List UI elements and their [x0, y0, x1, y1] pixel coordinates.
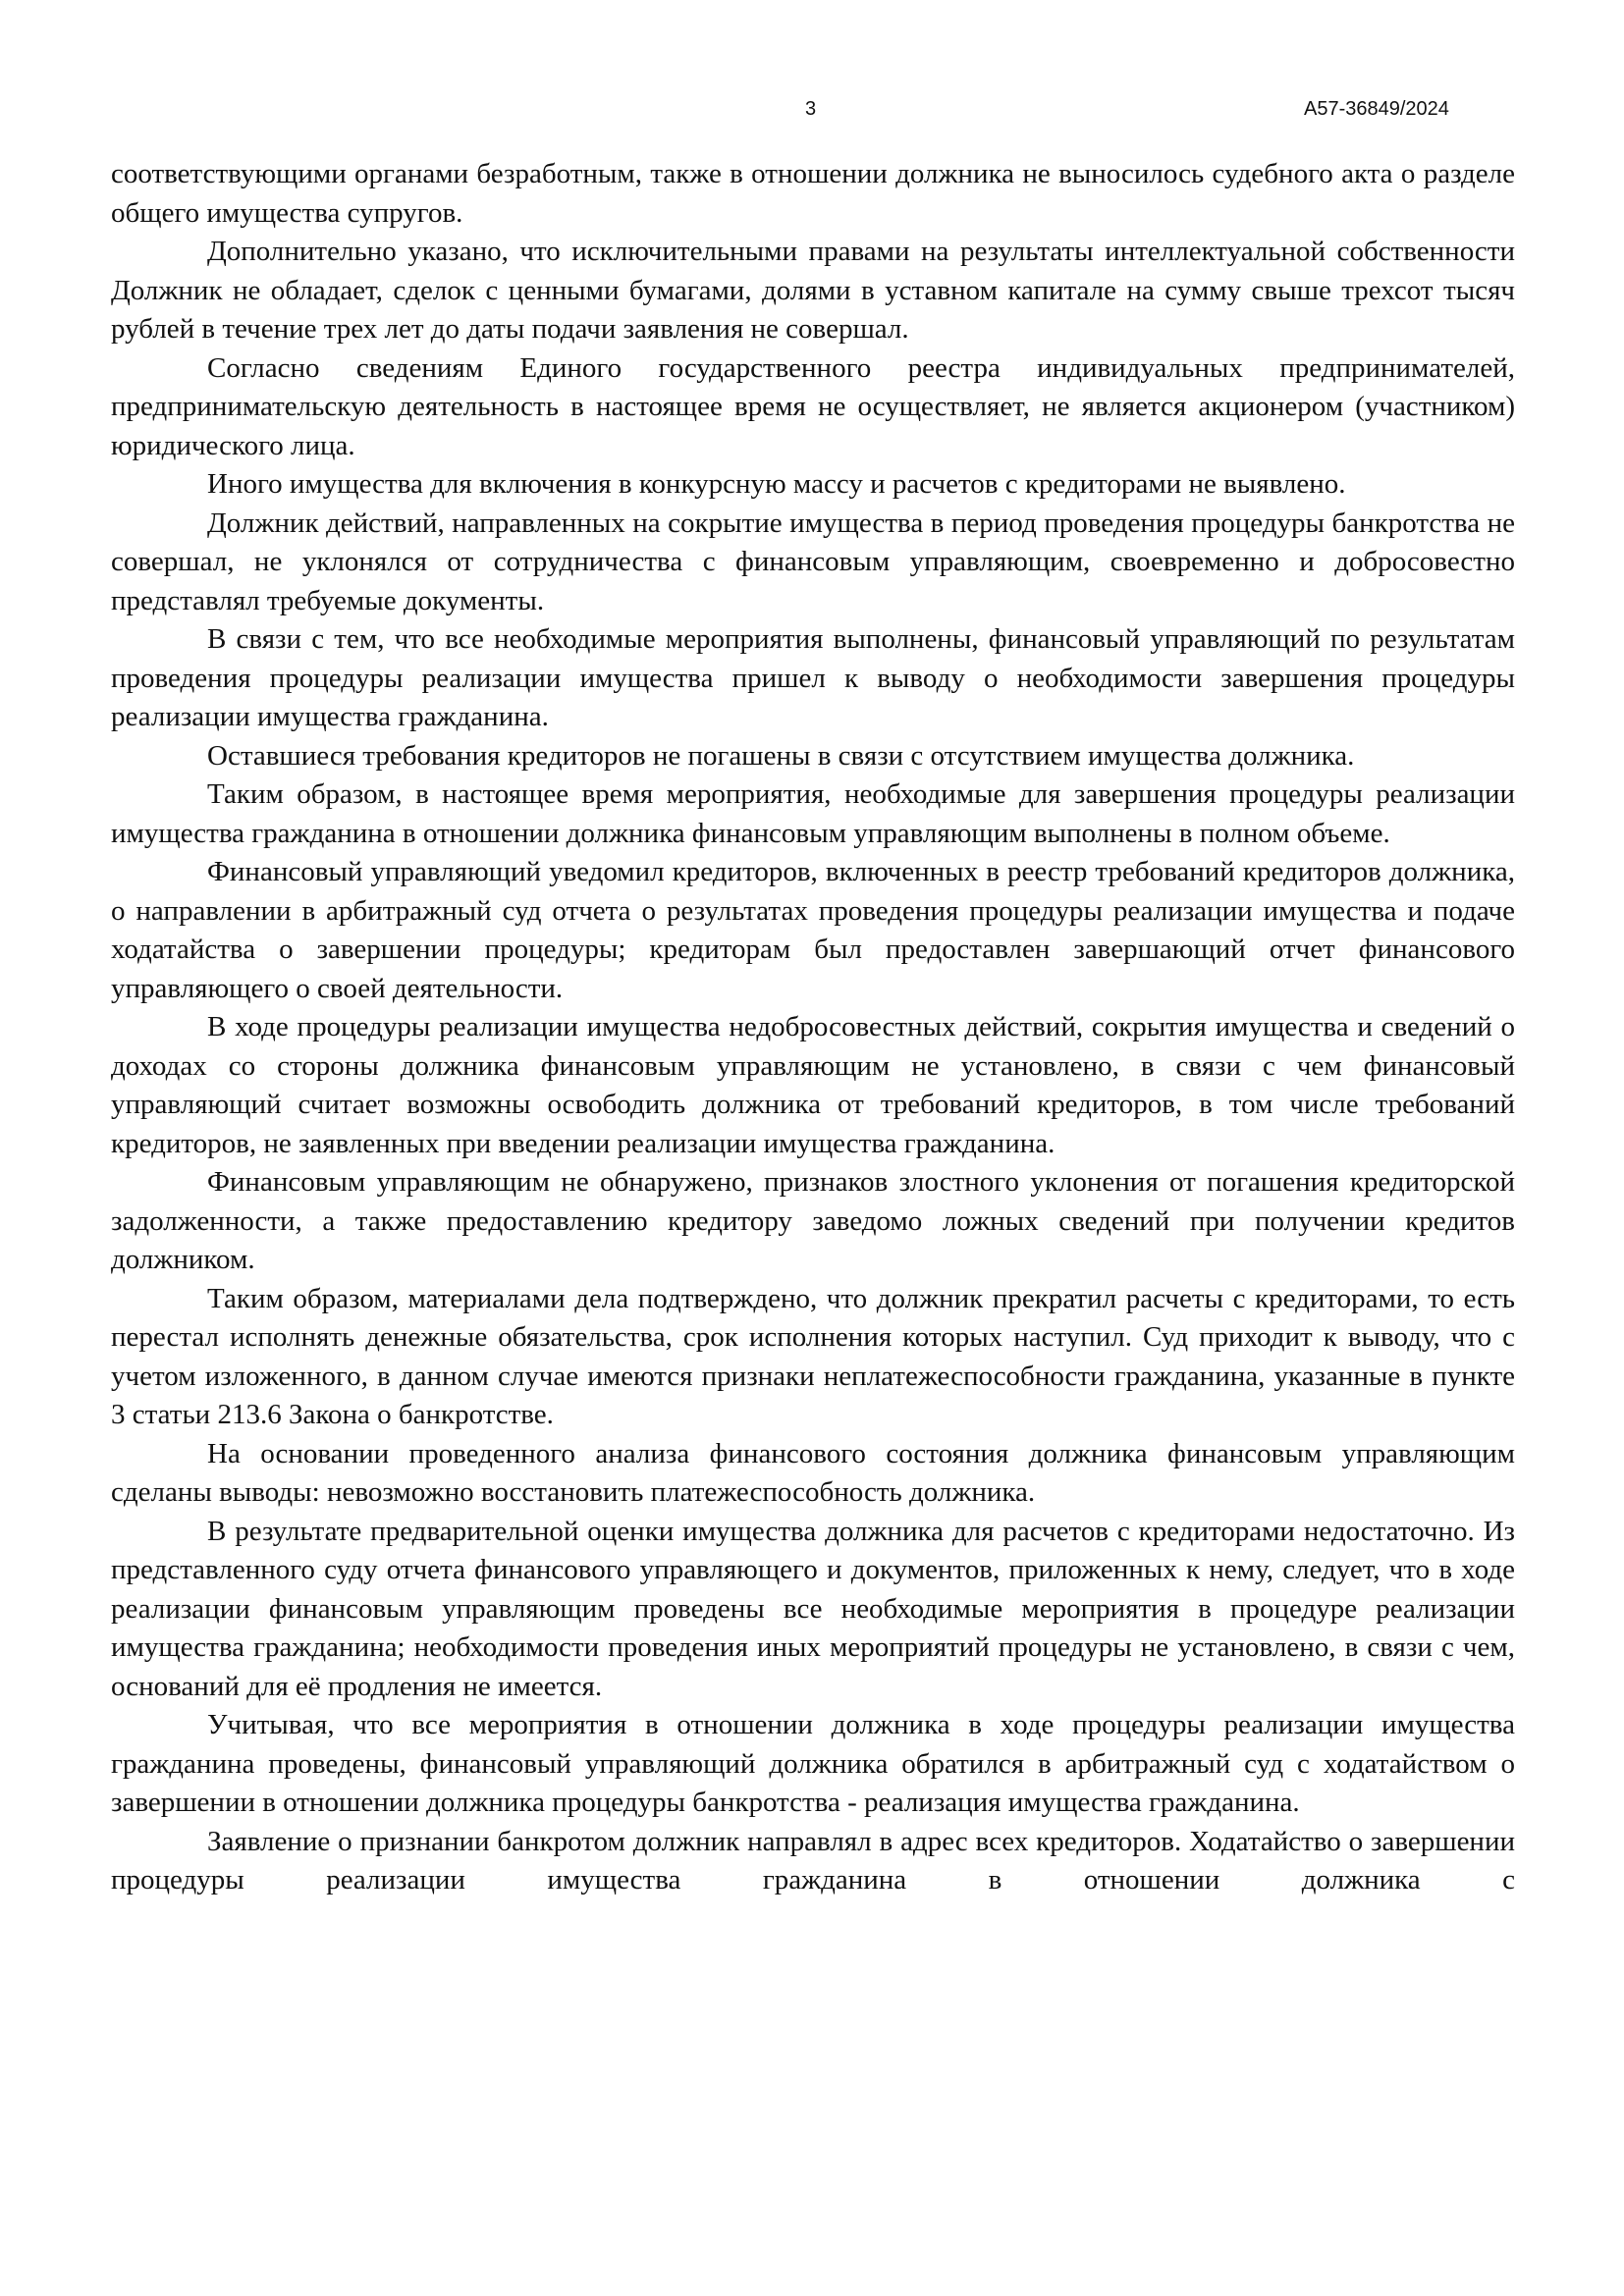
paragraph: Таким образом, в настоящее время мероприятия, необходимые для завершения процедуры реализации имущества гражданина в отношении должника финансовым управляющим выполнены в полном объеме. — [111, 778, 1515, 849]
paragraph: Оставшиеся требования кредиторов не погашены в связи с отсутствием имущества должника. — [207, 739, 1355, 772]
paragraph: Финансовым управляющим не обнаружено, признаков злостного уклонения от погашения кредиторской задолженности, а также предоставлению кредитору заведомо ложных сведений при получении кредитов должником. — [111, 1166, 1515, 1275]
paragraph: Иного имущества для включения в конкурсную массу и расчетов с кредиторами не выявлено. — [207, 468, 1346, 500]
page-header — [0, 98, 1624, 128]
paragraph: Таким образом, материалами дела подтверждено, что должник прекратил расчеты с кредиторами, то есть перестал исполнять денежные обязательства, срок исполнения которых наступил. Суд приходит к выводу, что с учетом изложенного, в данном случае имеются признаки неплатежеспособности гражданина, указанные в пункте 3 статьи 213.6 Закона о банкротстве. — [111, 1282, 1515, 1430]
paragraph: В ходе процедуры реализации имущества недобросовестных действий, сокрытия имущества и сведений о доходах со стороны должника финансовым управляющим не установлено, в связи с чем финансовый управляющий считает возможны освободить должника от требований кредиторов, в том числе требований кредиторов, не заявленных при введении реализации имущества гражданина. — [111, 1011, 1515, 1159]
paragraph: Финансовый управляющий уведомил кредиторов, включенных в реестр требований кредиторов должника, о направлении в арбитражный суд отчета о результатах проведения процедуры реализации имущества и подаче ходатайства о завершении процедуры; кредиторам был предоставлен завершающий отчет финансового управляющего о своей деятельности. — [111, 856, 1515, 1004]
document-body — [111, 155, 1515, 1900]
paragraph: Согласно сведениям Единого государственного реестра индивидуальных предпринимателей, предпринимательскую деятельность в настоящее время не осуществляет, не является акционером (участником) юридического лица. — [111, 351, 1515, 461]
paragraph: На основании проведенного анализа финансового состояния должника финансовым управляющим сделаны выводы: невозможно восстановить платежеспособность должника. — [111, 1437, 1515, 1508]
paragraph: соответствующими органами безработным, также в отношении должника не выносилось судебного акта о разделе общего имущества супругов. — [111, 158, 1515, 229]
page-number: 3 — [805, 98, 817, 120]
paragraph: Дополнительно указано, что исключительными правами на результаты интеллектуальной собственности Должник не обладает, сделок с ценными бумагами, долями в уставном капитале на сумму свыше трехсот тысяч рублей в течение трех лет до даты подачи заявления не совершал. — [111, 236, 1515, 345]
paragraph: Должник действий, направленных на сокрытие имущества в период проведения процедуры банкротства не совершал, не уклонялся от сотрудничества с финансовым управляющим, своевременно и добросовестно представлял требуемые документы. — [111, 507, 1515, 616]
paragraph: Заявление о признании банкротом должник направлял в адрес всех кредиторов. Ходатайство о завершении процедуры реализации имущества гражданина в отношении должника с — [111, 1825, 1515, 1896]
case-number: А57-36849/2024 — [1304, 98, 1449, 120]
paragraph: Учитывая, что все мероприятия в отношении должника в ходе процедуры реализации имущества гражданина проведены, финансовый управляющий должника обратился в арбитражный суд с ходатайством о завершении в отношении должника процедуры банкротства - реализация имущества гражданина. — [111, 1709, 1515, 1818]
paragraph: В связи с тем, что все необходимые мероприятия выполнены, финансовый управляющий по результатам проведения процедуры реализации имущества пришел к выводу о необходимости завершения процедуры реализации имущества гражданина. — [111, 623, 1515, 732]
paragraph: В результате предварительной оценки имущества должника для расчетов с кредиторами недостаточно. Из представленного суду отчета финансового управляющего и документов, приложенных к нему, следует, что в ходе реализации финансовым управляющим проведены все необходимые мероприятия в процедуре реализации имущества гражданина; необходимости проведения иных мероприятий процедуры не установлено, в связи с чем, оснований для её продления не имеется. — [111, 1515, 1515, 1702]
